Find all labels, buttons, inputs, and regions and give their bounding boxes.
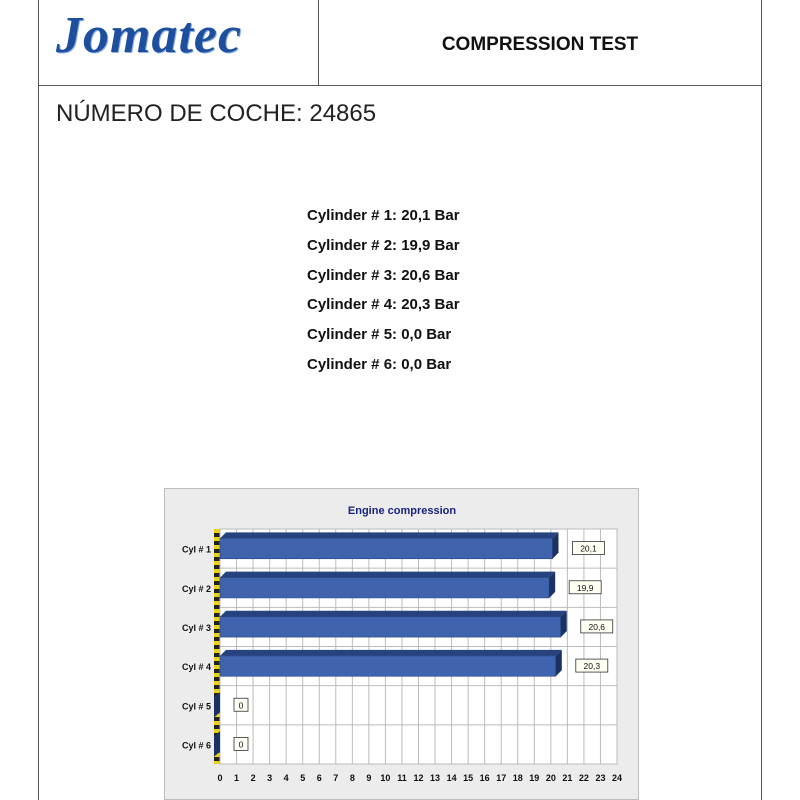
axis-wall-stripe (214, 629, 220, 633)
x-tick-label: 16 (479, 773, 490, 783)
axis-wall-stripe (214, 545, 220, 549)
axis-wall-stripe (214, 725, 220, 729)
x-tick-label: 18 (512, 773, 523, 783)
axis-wall-stripe (214, 633, 220, 637)
x-tick-label: 13 (430, 773, 441, 783)
frame-right-border (761, 0, 762, 800)
axis-wall-stripe (214, 585, 220, 589)
cylinder-result: Cylinder # 1: 20,1 Bar (307, 207, 460, 224)
cylinder-result: Cylinder # 5: 0,0 Bar (307, 326, 452, 344)
y-category-label: Cyl # 3 (181, 622, 211, 633)
axis-wall-stripe (214, 757, 220, 761)
x-tick-label: 5 (300, 773, 306, 783)
x-tick-label: 17 (496, 773, 507, 783)
data-label: 19,9 (576, 582, 594, 593)
axis-wall-stripe (214, 637, 220, 641)
axis-wall-stripe (214, 577, 220, 581)
x-tick-label: 10 (380, 773, 391, 783)
data-label: 0 (238, 739, 244, 750)
axis-wall-stripe (214, 689, 220, 693)
x-tick-label: 2 (250, 773, 256, 783)
axis-wall-stripe (214, 593, 220, 597)
x-tick-label: 24 (611, 773, 623, 783)
document-title: COMPRESSION TEST (441, 34, 639, 55)
axis-wall-stripe (214, 549, 220, 553)
y-category-label: Cyl # 5 (181, 701, 211, 712)
car-number: NÚMERO DE COCHE: 24865 (56, 100, 377, 127)
axis-wall-stripe (214, 685, 220, 689)
axis-wall-stripe (214, 609, 220, 613)
axis-wall-stripe (214, 717, 220, 721)
data-label: 20,3 (583, 661, 601, 672)
x-tick-label: 14 (446, 773, 457, 783)
x-tick-label: 0 (217, 773, 223, 783)
jomatec-logo: Jomatec (56, 7, 243, 64)
y-category-label: Cyl # 4 (181, 662, 211, 673)
x-tick-label: 7 (333, 773, 339, 783)
axis-wall-stripe (214, 645, 220, 649)
x-tick-label: 3 (267, 773, 273, 783)
x-tick-label: 22 (578, 773, 589, 783)
y-category-label: Cyl # 2 (181, 583, 211, 594)
axis-wall-stripe (214, 625, 220, 629)
chart-svg (165, 489, 640, 800)
x-tick-label: 9 (366, 773, 372, 783)
axis-wall-stripe (214, 597, 220, 601)
bar (220, 656, 556, 676)
axis-wall-stripe (214, 553, 220, 557)
x-tick-label: 1 (234, 773, 240, 783)
axis-wall-stripe (214, 589, 220, 593)
data-label: 20,6 (588, 621, 606, 632)
axis-wall-stripe (214, 641, 220, 645)
engine-compression-chart (164, 488, 639, 800)
axis-wall-stripe (214, 613, 220, 617)
axis-wall-stripe (214, 721, 220, 725)
axis-wall-stripe (214, 665, 220, 669)
x-tick-label: 20 (545, 773, 556, 783)
data-label: 20,1 (580, 543, 597, 554)
x-tick-label: 15 (463, 773, 474, 783)
y-category-label: Cyl # 6 (181, 740, 211, 751)
axis-wall-stripe (214, 533, 220, 537)
axis-wall-stripe (214, 601, 220, 605)
axis-wall-stripe (214, 569, 220, 573)
axis-wall-stripe (214, 661, 220, 665)
axis-wall-stripe (214, 573, 220, 577)
x-tick-label: 4 (283, 773, 289, 783)
axis-wall-stripe (214, 681, 220, 685)
cylinder-result: Cylinder # 3: 20,6 Bar (307, 266, 460, 284)
axis-wall-stripe (214, 657, 220, 661)
bar-top-face (220, 650, 562, 656)
x-tick-label: 19 (529, 773, 540, 783)
x-tick-label: 8 (349, 773, 355, 783)
header-divider (38, 85, 762, 86)
axis-wall-stripe (214, 541, 220, 545)
x-tick-label: 12 (413, 773, 424, 783)
bar-top-face (220, 532, 558, 538)
axis-wall-stripe (214, 557, 220, 561)
axis-wall-stripe (214, 677, 220, 681)
axis-wall-stripe (214, 537, 220, 541)
axis-wall-stripe (214, 673, 220, 677)
axis-wall-stripe (214, 649, 220, 653)
bar-top-face (220, 572, 555, 578)
cylinder-results-list (307, 207, 460, 386)
axis-wall-stripe (214, 621, 220, 625)
cylinder-result: Cylinder # 2: 19,9 Bar (307, 236, 460, 254)
bar (220, 617, 561, 637)
axis-wall-stripe (214, 529, 220, 533)
x-tick-label: 23 (595, 773, 606, 783)
axis-wall-stripe (214, 561, 220, 565)
bar (220, 578, 549, 598)
axis-wall-stripe (214, 669, 220, 673)
chart-title: Engine compression (347, 505, 457, 517)
bar (220, 538, 552, 558)
frame-left-border (38, 0, 39, 800)
axis-wall-stripe (214, 581, 220, 585)
cylinder-result: Cylinder # 4: 20,3 Bar (307, 296, 460, 314)
x-tick-label: 6 (316, 773, 322, 783)
axis-wall-stripe (214, 653, 220, 657)
axis-wall-stripe (214, 617, 220, 621)
axis-wall-stripe (214, 761, 220, 764)
x-tick-label: 21 (562, 773, 573, 783)
y-category-label: Cyl # 1 (181, 544, 211, 555)
cylinder-result: Cylinder # 6: 0,0 Bar (307, 355, 452, 373)
axis-wall-stripe (214, 565, 220, 569)
axis-wall-stripe (214, 605, 220, 609)
data-label: 0 (238, 700, 244, 711)
x-tick-label: 11 (397, 773, 407, 783)
bar-top-face (220, 611, 567, 617)
